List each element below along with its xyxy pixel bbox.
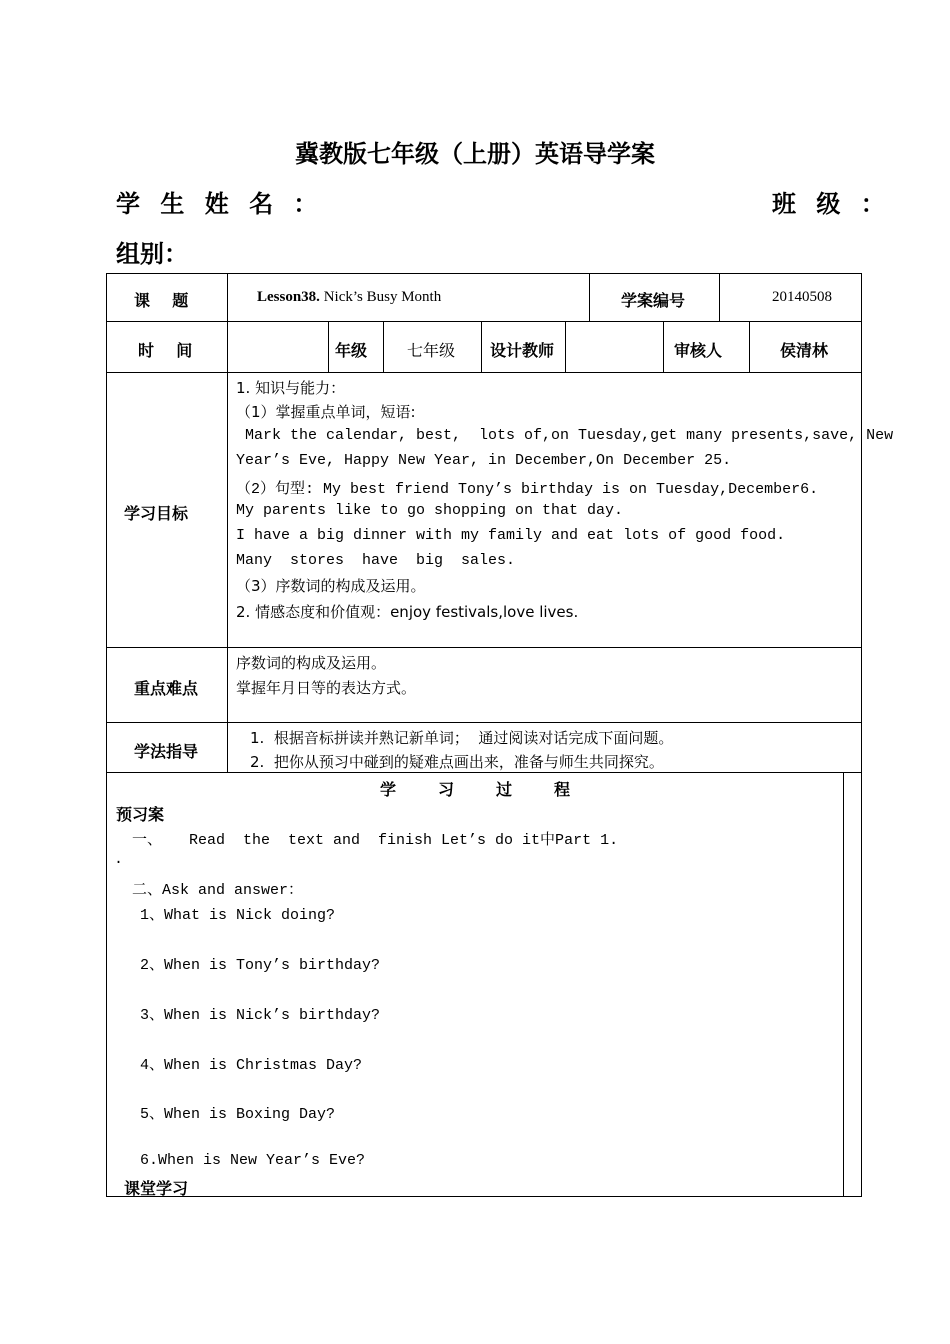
class-label: 班 级 ： [772, 190, 891, 218]
lesson-title [257, 289, 441, 306]
lesson-name: Nick’s Busy Month [323, 289, 442, 305]
stray-dot: . [114, 851, 124, 868]
process-heading-char: 程 [554, 780, 571, 799]
student-name-label: 学 生 姓 名 ： [116, 190, 324, 218]
designer-label: 设计教师 [490, 341, 555, 360]
class-study-label: 课堂学习 [124, 1179, 189, 1198]
question-item: 5、When is Boxing Day? [140, 1106, 336, 1123]
lesson-number: Lesson38. [257, 289, 320, 305]
page-title: 冀教版七年级（上册）英语导学案 [295, 140, 655, 168]
key-points-label: 重点难点 [134, 679, 199, 698]
objective-line: 1. 知识与能力： [236, 379, 346, 397]
task-two: 二、Ask and answer： [132, 882, 304, 899]
grade-label: 年级 [335, 341, 368, 360]
key-point-line: 掌握年月日等的表达方式。 [236, 679, 417, 697]
objective-line: I have a big dinner with my family and eat lots of good food. [236, 527, 786, 544]
objectives-label: 学习目标 [124, 504, 189, 523]
objective-line: （3）序数词的构成及运用。 [236, 577, 426, 595]
method-line: 1. 根据音标拼读并熟记新单词； 通过阅读对话完成下面问题。 [250, 729, 674, 747]
code-value: 20140508 [772, 289, 832, 305]
objective-line: Many stores have big sales. [236, 552, 516, 569]
code-label: 学案编号 [621, 291, 686, 310]
question-item: 4、When is Christmas Day? [140, 1057, 363, 1074]
key-point-line: 序数词的构成及运用。 [236, 654, 387, 672]
process-heading-char: 习 [438, 780, 455, 799]
time-label: 时 间 [138, 341, 193, 360]
question-item: 1、What is Nick doing? [140, 907, 336, 924]
grade-value: 七年级 [407, 341, 456, 360]
question-item: 6.When is New Year’s Eve? [140, 1152, 366, 1169]
method-label: 学法指导 [134, 742, 199, 761]
process-heading-char: 学 [380, 780, 397, 799]
objective-line: My parents like to go shopping on that day. [236, 502, 624, 519]
process-heading-char: 过 [496, 780, 513, 799]
objective-line: （1）掌握重点单词，短语: [236, 403, 416, 421]
objective-line: Year’s Eve, Happy New Year, in December,On December 25. [236, 452, 732, 469]
objective-line: （2）句型: My best friend Tony’s birthday is on Tuesday,December6. [236, 481, 819, 498]
method-line: 2. 把你从预习中碰到的疑难点画出来，准备与师生共同探究。 [250, 753, 664, 771]
topic-label: 课 题 [134, 291, 189, 310]
reviewer-label: 审核人 [674, 341, 723, 360]
objective-line: Mark the calendar, best, lots of,on Tuesday,get many presents,save, New [236, 427, 894, 444]
group-label: 组别： [116, 240, 188, 268]
task-one: 一、 Read the text and finish Let’s do it中Part 1. [132, 832, 619, 849]
reviewer-value: 侯清林 [780, 341, 829, 360]
question-item: 3、When is Nick’s birthday? [140, 1007, 381, 1024]
question-item: 2、When is Tony’s birthday? [140, 957, 381, 974]
preview-label: 预习案 [116, 805, 165, 824]
objective-line: 2. 情感态度和价值观：enjoy festivals,love lives. [236, 603, 579, 621]
